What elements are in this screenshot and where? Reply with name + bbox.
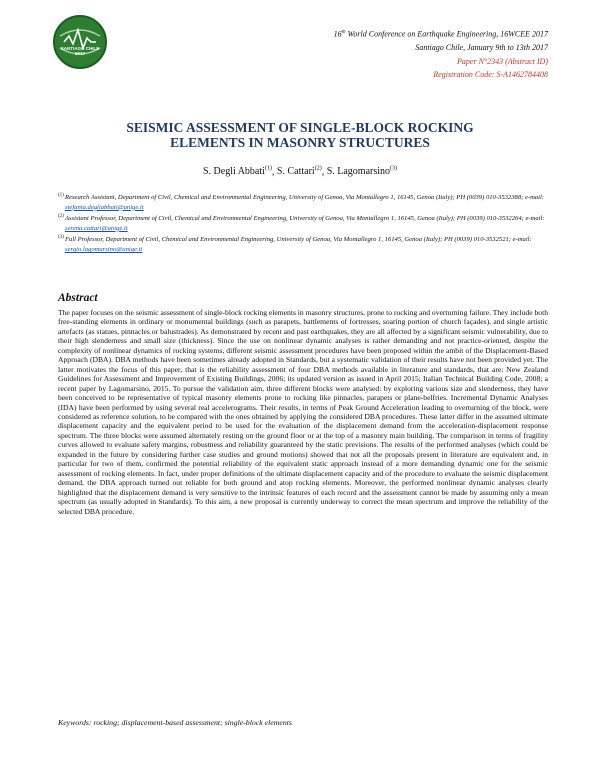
email-link[interactable]: serena.cattari@unige.it <box>65 224 128 232</box>
registration-code: Registration Code: S-A1462784408 <box>433 70 548 80</box>
abstract-heading: Abstract <box>58 292 98 304</box>
globe-icon <box>52 14 108 70</box>
conference-name: 16th World Conference on Earthquake Engineering, 16WCEE 2017 <box>333 29 548 39</box>
paper-title: SEISMIC ASSESSMENT OF SINGLE-BLOCK ROCKING ELEMENTS IN MASONRY STRUCTURES <box>126 120 474 150</box>
conference-logo <box>52 14 108 70</box>
affiliation: (1) Research Assistant, Department of Civil, Chemical and Environmental Engineering, University of Genoa, Via Montallegro 1, 16145, Genoa (Italy); PH (0039) 010-3532388; e-mail: stefania.degliabbati@unige.it <box>58 193 545 211</box>
author: S. Lagomarsino$^{(3)}$ <box>326 166 398 178</box>
email-link[interactable]: sergio.lagomarsino@unige.it <box>65 245 143 253</box>
abstract-body: The paper focuses on the seismic assessment of single-block rocking elements in masonry structures, prone to rocking and overturning failure. They include both free-standing elements in ordinary or monumental buildings (such as parapets, battlements of fortresses, soaring portion of church façades), and single artistic artefacts (as statues, pinnacles or balustrades). As demonstrated by recent and past earthquakes, they are all affected by a significant seismic vulnerability, due to their high slenderness and small size (thickness). Since the use on nonlinear dynamic analyses is rather demanding and not practice-oriented, despite the complexity of nonlinear dynamics of rocking systems, different seismic assessment procedures have been proposed within the ambit of the Displacement-Based Approach (DBA). DBA methods have been sometimes already adopted in Standards, but a systematic validation of their results have not been provided yet. The latter motivates the focus of this paper, that is the reliability assessment of four DBA methods available in literature and standards, that are: New Zealand Guidelines for Assessment and Improvement of Existing Buildings, 2006; its updated version as issued in April 2015; Italian Technical Building Code, 2008; a recent paper by Lagomarsino, 2015. To pursue the validation aim, three different blocks were analysed: by exploring various size and slenderness, they have been conceived to be representative of typical masonry elements prone to rocking like pinnacles, parapets or plane-belfries. Incremental Dynamic Analyses (IDA) have been performed by using several real accelerograms. Their results, in terms of Peak Ground Acceleration leading to overturning of the block, were considered as reference solution, to be compared with the ones obtained by applying the considered DBA procedures. These latter differ in the assumed ultimate displacement capacity and the equivalent period to be used for the evaluation of the displacement demand from the acceleration-displacement response spectrum. The three blocks were assumed alternately resting on the ground floor or at the top of a masonry main building. The comparison in terms of fragility curves allowed to evaluate safety margins, robustness and reliability guaranteed by the static previsions. The results of the performed analyses (which could be expanded in the future by considering further case studies and ground motions) showed that not all the proposals present in literature are equivalent and, in particular for two of them, confirmed the potential reliability of the equivalent static approach instead of a more demanding dynamic one for the seismic assessment of rocking elements. In fact, under proper definitions of the ultimate displacement capacity and of the procedure to evaluate the seismic displacement demand, the DBA approach turned out reliable for both ground and atop rocking elements. Moreover, the performed nonlinear dynamic analyses clearly highlighted that the displacement demand is very sensitive to the intrinsic features of each record and the assessment cannot be made by assuming only a mean spectrum (as usually adopted in Standards). To this aim, a new proposal is currently underway to correct the mean spectrum and improve the reliability of the selected DBA procedure. <box>58 308 548 516</box>
affiliation: (2) Assistant Professor, Department of Civil, Chemical and Environmental Engineering, University of Genoa, Via Montallegro 1, 16145, Genoa (Italy); PH (0039) 010-3532264; e-mail: serena.cattari@unige.it <box>58 214 545 232</box>
affiliations <box>58 193 558 257</box>
logo-text: SANTIAGO CHILE 2017 <box>60 46 100 56</box>
author: S. Cattari$^{(2)}$ <box>276 166 322 178</box>
keywords: Keywords: rocking; displacement-based assessment; single-block elements <box>58 718 292 727</box>
location-dates: Santiago Chile, January 9th to 13th 2017 <box>415 43 548 53</box>
author: S. Degli Abbati$^{(1)}$ <box>202 166 272 178</box>
affiliation: (3) Full Professor, Department of Civil, Chemical and Environmental Engineering, University of Genoa, Via Montallegro 1, 16145, Genoa (Italy); PH (0039) 010-3532521; e-mail: sergio.lagomarsino@unige.it <box>58 235 532 253</box>
conference-info <box>248 26 548 82</box>
email-link[interactable]: stefania.degliabbati@unige.it <box>65 203 144 211</box>
author-list: S. Degli Abbati$^{(1)}$, S. Cattari$^{(2)}$, S. Lagomarsino$^{(3)}$ <box>202 166 398 178</box>
paper-number: Paper N°2343 (Abstract ID) <box>457 56 548 66</box>
